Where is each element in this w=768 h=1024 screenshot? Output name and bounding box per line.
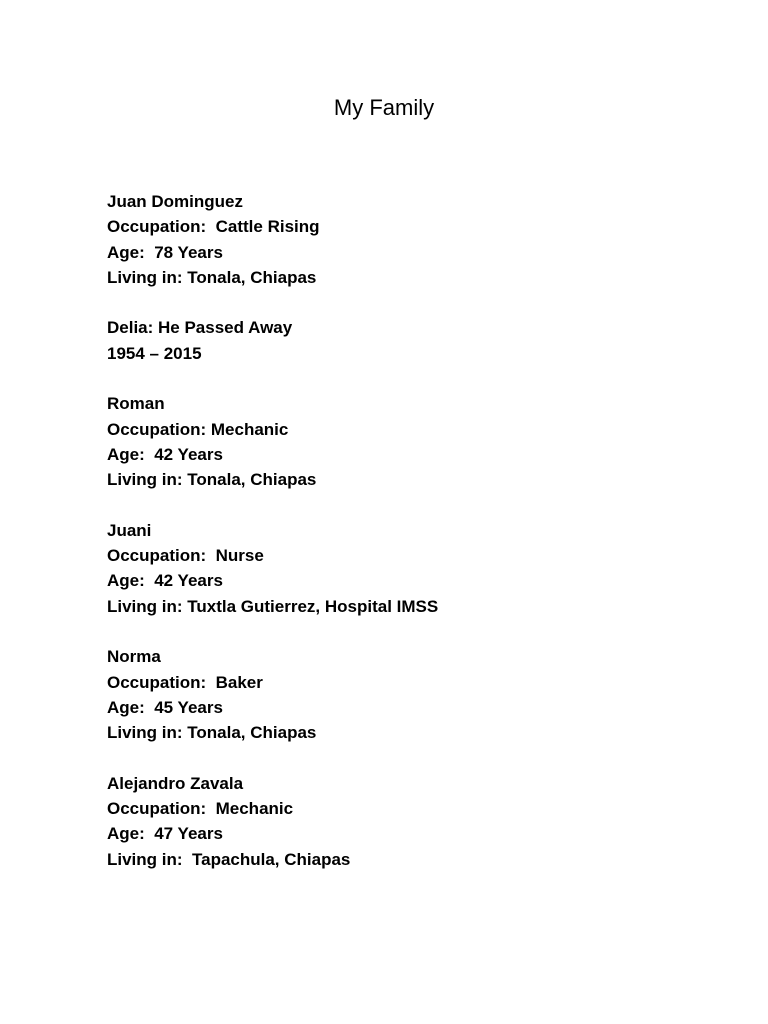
member-occupation: Occupation: Baker bbox=[107, 672, 263, 692]
member-age: Age: 42 Years bbox=[107, 571, 223, 591]
member-years: 1954 – 2015 bbox=[107, 343, 202, 363]
member-name: Juani bbox=[107, 520, 152, 540]
family-member-entry bbox=[107, 771, 667, 872]
family-member-entry bbox=[107, 644, 667, 745]
member-age: Age: 45 Years bbox=[107, 697, 223, 717]
member-residence: Living in: Tonala, Chiapas bbox=[107, 470, 317, 490]
family-list bbox=[107, 189, 667, 897]
member-age: Age: 42 Years bbox=[107, 444, 223, 464]
member-age: Age: 47 Years bbox=[107, 824, 223, 844]
member-residence: Living in: Tuxtla Gutierrez, Hospital IMSS bbox=[107, 596, 439, 616]
family-member-entry bbox=[107, 189, 667, 290]
member-occupation: Occupation: Cattle Rising bbox=[107, 217, 320, 237]
member-occupation: Occupation: Mechanic bbox=[107, 799, 294, 819]
member-name: Delia: He Passed Away bbox=[107, 318, 293, 338]
member-residence: Living in: Tapachula, Chiapas bbox=[107, 849, 351, 869]
member-residence: Living in: Tonala, Chiapas bbox=[107, 267, 317, 287]
member-age: Age: 78 Years bbox=[107, 242, 223, 262]
member-occupation: Occupation: Nurse bbox=[107, 546, 264, 566]
member-name: Alejandro Zavala bbox=[107, 773, 244, 793]
page-title: My Family bbox=[333, 95, 435, 120]
member-residence: Living in: Tonala, Chiapas bbox=[107, 723, 317, 743]
member-occupation: Occupation: Mechanic bbox=[107, 419, 289, 439]
member-name: Norma bbox=[107, 647, 161, 667]
family-member-entry bbox=[107, 315, 667, 366]
family-member-entry bbox=[107, 391, 667, 492]
member-name: Roman bbox=[107, 394, 165, 414]
family-member-entry bbox=[107, 518, 667, 619]
member-name: Juan Dominguez bbox=[107, 192, 244, 211]
